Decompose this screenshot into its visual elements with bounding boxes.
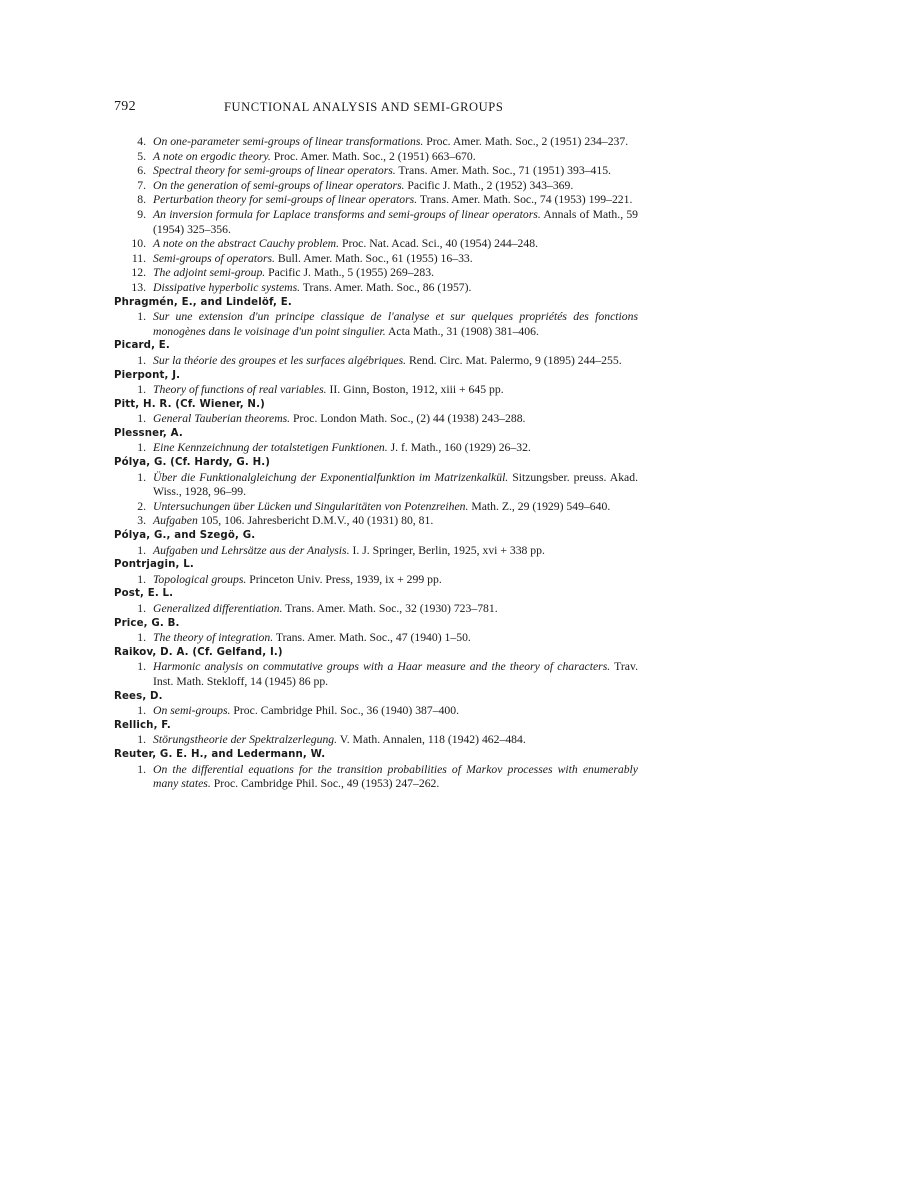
- reference-details: Proc. Amer. Math. Soc., 2 (1951) 234–237.: [423, 135, 629, 148]
- author-group: [114, 456, 638, 529]
- author-group: [114, 339, 638, 368]
- reference-entry: [114, 164, 638, 179]
- reference-number: 1.: [137, 310, 146, 324]
- reference-title: An inversion formula for Laplace transforms and semi-groups of linear operators.: [153, 207, 541, 221]
- author-group: [114, 690, 638, 719]
- reference-details: I. J. Springer, Berlin, 1925, xvi + 338 pp.: [349, 543, 545, 557]
- reference-details: Bull. Amer. Math. Soc., 61 (1955) 16–33.: [274, 251, 473, 265]
- author-group: [114, 587, 638, 616]
- reference-title: On the generation of semi-groups of linear operators.: [153, 178, 405, 192]
- reference-details: Trans. Amer. Math. Soc., 74 (1953) 199–221.: [417, 193, 633, 207]
- reference-title: Spectral theory for semi-groups of linear operators.: [153, 164, 396, 178]
- reference-entry: [114, 281, 638, 296]
- author-group: [114, 617, 638, 646]
- reference-details: Sitzungsber. preuss. Akad. Wiss., 1928, 96–99.: [153, 470, 638, 499]
- author-group: [114, 719, 638, 748]
- reference-title: Sur une extension d'un principe classique de l'analyse et sur quelques propriétés des fonctions monogènes dans le voisinage d'un point singulier.: [153, 310, 638, 338]
- reference-number: 1.: [137, 631, 146, 645]
- reference-title: Topological groups.: [153, 572, 247, 586]
- reference-details: Trans. Amer. Math. Soc., 71 (1951) 393–415.: [395, 164, 611, 178]
- reference-title: Generalized differentiation.: [153, 602, 283, 615]
- reference-title: A note on ergodic theory.: [153, 149, 271, 163]
- reference-number: 1.: [137, 383, 146, 397]
- reference-details: Trav. Inst. Math. Stekloff, 14 (1945) 86 pp.: [153, 660, 638, 688]
- reference-entry: [114, 514, 638, 529]
- reference-entry: [114, 252, 638, 267]
- author-name: Reuter, G. E. H., and Ledermann, W.: [114, 748, 326, 760]
- reference-title: Aufgaben und Lehrsätze aus der Analysis.: [153, 543, 350, 557]
- reference-entry: [114, 354, 638, 369]
- reference-details: Proc. Cambridge Phil. Soc., 49 (1953) 247–262.: [210, 777, 440, 791]
- reference-entry: [114, 179, 638, 194]
- page-header: [114, 99, 638, 117]
- reference-entry: [114, 193, 638, 208]
- reference-number: 6.: [137, 164, 146, 178]
- reference-title: Eine Kennzeichnung der totalstetigen Funktionen.: [153, 441, 388, 455]
- reference-number: 7.: [137, 178, 146, 192]
- reference-number: 1.: [137, 543, 146, 557]
- reference-entry: [114, 704, 638, 719]
- reference-entry: [114, 500, 638, 515]
- reference-number: 11.: [131, 251, 146, 265]
- author-name: Pólya, G., and Szegö, G.: [114, 530, 256, 542]
- reference-number: 4.: [137, 135, 146, 148]
- reference-title: The adjoint semi-group.: [153, 266, 266, 280]
- author-group: [114, 558, 638, 587]
- reference-number: 1.: [137, 704, 146, 718]
- reference-number: 10.: [131, 237, 146, 251]
- author-name: Plessner, A.: [114, 427, 183, 439]
- running-title: FUNCTIONAL ANALYSIS AND SEMI-GROUPS: [224, 100, 504, 114]
- reference-title: Theory of functions of real variables.: [153, 383, 327, 397]
- author-name: Pontrjagin, L.: [114, 559, 194, 571]
- author-name: Rees, D.: [114, 690, 163, 702]
- reference-number: 8.: [137, 193, 146, 207]
- reference-number: 1.: [137, 470, 146, 484]
- reference-number: 3.: [137, 514, 146, 528]
- reference-number: 9.: [137, 207, 146, 221]
- reference-entry: [114, 544, 638, 559]
- reference-entry: [114, 441, 638, 456]
- reference-number: 2.: [137, 499, 146, 513]
- reference-title: General Tauberian theorems.: [153, 412, 291, 426]
- reference-entry: [114, 383, 638, 398]
- reference-title: Perturbation theory for semi-groups of linear operators.: [153, 193, 418, 207]
- reference-details: Trans. Amer. Math. Soc., 86 (1957).: [300, 280, 472, 294]
- reference-details: Annals of Math., 59 (1954) 325–356.: [153, 207, 639, 236]
- author-group: [114, 369, 638, 398]
- author-group: [114, 646, 638, 690]
- reference-title: Harmonic analysis on commutative groups with a Haar measure and the theory of characters.: [153, 660, 611, 674]
- reference-details: V. Math. Annalen, 118 (1942) 462–484.: [337, 733, 526, 747]
- author-group: [114, 529, 638, 558]
- reference-number: 1.: [137, 572, 146, 586]
- reference-number: 5.: [137, 149, 146, 163]
- reference-number: 1.: [137, 660, 146, 674]
- reference-entry: [114, 266, 638, 281]
- author-name: Post, E. L.: [114, 588, 174, 600]
- page-number: 792: [114, 99, 136, 114]
- bibliography-list: [114, 135, 638, 792]
- reference-details: Proc. London Math. Soc., (2) 44 (1938) 243–288.: [290, 412, 526, 426]
- author-name: Picard, E.: [114, 340, 170, 352]
- reference-number: 1.: [137, 353, 146, 367]
- reference-entry: [114, 602, 638, 617]
- reference-number: 1.: [137, 412, 146, 426]
- reference-entry: [114, 733, 638, 748]
- reference-entry: [114, 237, 638, 252]
- author-name: Raikov, D. A. (Cf. Gelfand, I.): [114, 646, 283, 658]
- reference-entry: [114, 310, 638, 339]
- reference-details: Princeton Univ. Press, 1939, ix + 299 pp.: [246, 572, 442, 586]
- author-group: [114, 135, 638, 296]
- author-name: Pierpont, J.: [114, 369, 181, 381]
- author-name: Phragmén, E., and Lindelöf, E.: [114, 296, 292, 308]
- author-group: [114, 398, 638, 427]
- reference-details: Math. Z., 29 (1929) 549–640.: [468, 499, 611, 513]
- author-name: Pitt, H. R. (Cf. Wiener, N.): [114, 398, 265, 410]
- author-name: Price, G. B.: [114, 617, 180, 629]
- reference-details: Proc. Amer. Math. Soc., 2 (1951) 663–670.: [270, 149, 476, 163]
- reference-entry: [114, 763, 638, 792]
- reference-number: 13.: [131, 280, 146, 294]
- reference-details: Proc. Cambridge Phil. Soc., 36 (1940) 387–400.: [230, 704, 460, 718]
- reference-title: Störungstheorie der Spektralzerlegung.: [153, 733, 338, 747]
- reference-title: On the differential equations for the transition probabilities of Markov processes with enumerably many states.: [153, 762, 638, 791]
- reference-entry: [114, 573, 638, 588]
- reference-entry: [114, 208, 638, 237]
- author-group: [114, 748, 638, 792]
- author-name: Pólya, G. (Cf. Hardy, G. H.): [114, 457, 271, 469]
- reference-number: 1.: [137, 441, 146, 455]
- reference-title: Aufgaben: [153, 514, 198, 528]
- reference-title: The theory of integration.: [153, 631, 274, 645]
- author-group: [114, 427, 638, 456]
- reference-details: Rend. Circ. Mat. Palermo, 9 (1895) 244–255.: [406, 353, 622, 367]
- reference-number: 1.: [137, 602, 146, 615]
- author-name: Rellich, F.: [114, 719, 171, 731]
- reference-entry: [114, 660, 638, 689]
- reference-title: A note on the abstract Cauchy problem.: [153, 237, 340, 251]
- reference-details: Acta Math., 31 (1908) 381–406.: [385, 324, 539, 338]
- reference-title: Semi-groups of operators.: [153, 251, 275, 265]
- reference-details: Proc. Nat. Acad. Sci., 40 (1954) 244–248.: [339, 237, 538, 251]
- reference-title: On one-parameter semi-groups of linear transformations.: [153, 135, 424, 148]
- reference-number: 1.: [137, 762, 146, 776]
- reference-number: 12.: [131, 266, 146, 280]
- reference-entry: [114, 150, 638, 165]
- reference-details: 105, 106. Jahresbericht D.M.V., 40 (1931) 80, 81.: [197, 514, 434, 528]
- reference-title: Dissipative hyperbolic systems.: [153, 280, 301, 294]
- reference-entry: [114, 135, 638, 150]
- reference-details: Trans. Amer. Math. Soc., 32 (1930) 723–781.: [282, 602, 498, 615]
- reference-entry: [114, 412, 638, 427]
- reference-title: Über die Funktionalgleichung der Exponentialfunktion im Matrizenkalkül.: [153, 470, 509, 484]
- reference-details: Trans. Amer. Math. Soc., 47 (1940) 1–50.: [273, 631, 471, 645]
- reference-details: Pacific J. Math., 5 (1955) 269–283.: [265, 266, 435, 280]
- reference-number: 1.: [137, 733, 146, 747]
- reference-details: J. f. Math., 160 (1929) 26–32.: [387, 441, 531, 455]
- reference-title: Untersuchungen über Lücken und Singularitäten von Potenzreihen.: [153, 499, 469, 513]
- reference-details: Pacific J. Math., 2 (1952) 343–369.: [404, 178, 574, 192]
- reference-details: II. Ginn, Boston, 1912, xiii + 645 pp.: [326, 383, 504, 397]
- reference-entry: [114, 631, 638, 646]
- reference-title: Sur la théorie des groupes et les surfaces algébriques.: [153, 353, 407, 367]
- reference-title: On semi-groups.: [153, 704, 231, 718]
- reference-entry: [114, 471, 638, 500]
- author-group: [114, 296, 638, 340]
